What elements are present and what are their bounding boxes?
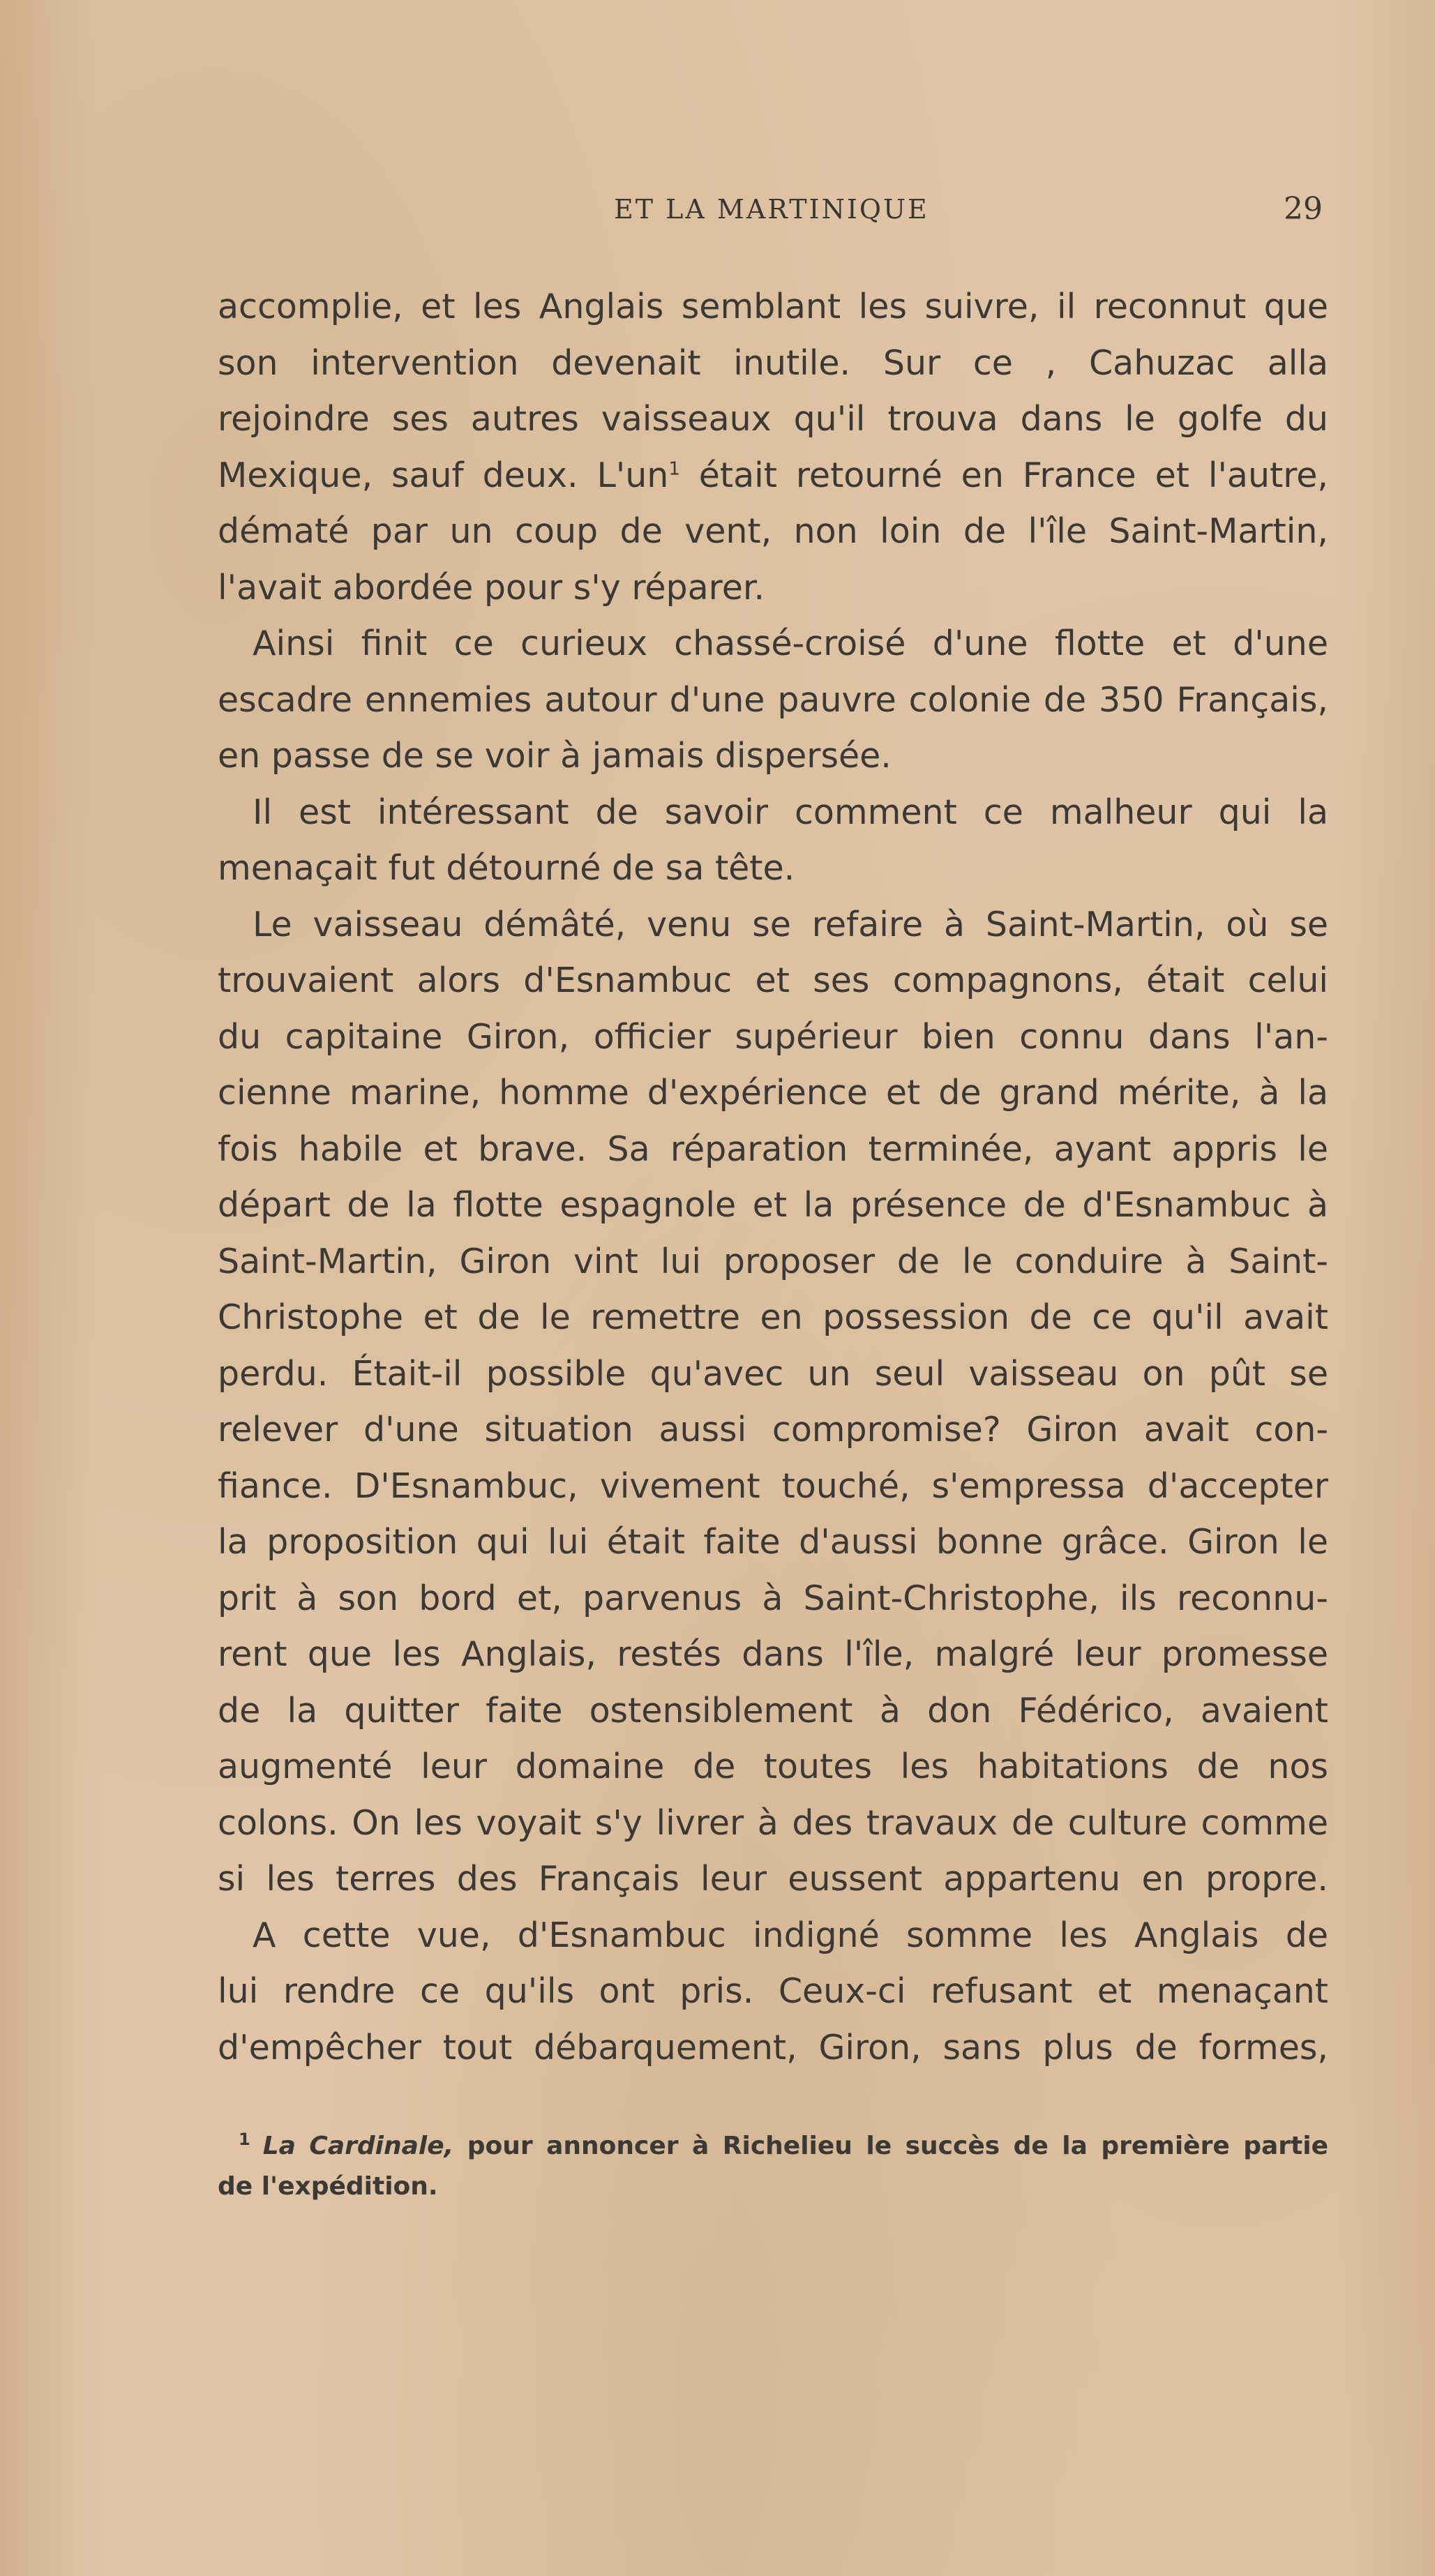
text-line: rent que les Anglais, restés dans l'île, malgré leur promesse [218, 1634, 1328, 1674]
text-line: Le vaisseau démâté, venu se refaire à Saint-Martin, où se [253, 904, 1328, 944]
text-line: fiance. D'Esnambuc, vivement touché, s'empressa d'accepter [218, 1466, 1328, 1506]
text-line: cienne marine, homme d'expérience et de grand mérite, à la [218, 1073, 1328, 1113]
text-line: Il est intéressant de savoir comment ce malheur qui la [253, 792, 1328, 832]
text-line: prit à son bord et, parvenus à Saint-Christophe, ils reconnu- [218, 1578, 1328, 1618]
footnote [218, 2119, 1328, 2207]
footnote-line: de l'expédition. [218, 2172, 438, 2201]
text-line: si les terres des Français leur eussent appartenu en propre. [218, 1859, 1328, 1899]
text-line: dématé par un coup de vent, non loin de l'île Saint-Martin, [218, 511, 1328, 551]
text-line: escadre ennemies autour d'une pauvre colonie de 350 Français, [218, 679, 1328, 720]
running-title: ET LA MARTINIQUE [614, 194, 929, 225]
text-line: départ de la flotte espagnole et la présence de d'Esnambuc à [218, 1185, 1328, 1225]
text-line: rejoindre ses autres vaisseaux qu'il trouva dans le golfe du [218, 399, 1328, 439]
text-segment: Mexique, sauf deux. L'un [218, 455, 669, 495]
text-line: fois habile et brave. Sa réparation terminée, ayant appris le [218, 1129, 1328, 1169]
footnote-line [218, 2119, 1328, 2167]
text-line: accomplie, et les Anglais semblant les suivre, il reconnut que [218, 287, 1328, 326]
text-line: de la quitter faite ostensiblement à don Fédérico, avaient [218, 1690, 1328, 1731]
text-line: Christophe et de le remettre en possession de ce qu'il avait [218, 1297, 1328, 1337]
text-line: perdu. Était-il possible qu'avec un seul vaisseau on pût se [218, 1353, 1328, 1394]
text-line: son intervention devenait inutile. Sur ce , Cahuzac alla [218, 342, 1328, 383]
text-line: l'avait abordée pour s'y réparer. [218, 567, 765, 608]
text-segment: était retourné en France et l'autre, [679, 455, 1328, 495]
text-line: A cette vue, d'Esnambuc indigné somme les Anglais de [253, 1915, 1328, 1955]
footnote-ship-name: La Cardinale, [262, 2132, 454, 2160]
text-line: colons. On les voyait s'y livrer à des travaux de culture comme [218, 1802, 1328, 1843]
text-line-with-note [218, 448, 1328, 504]
footnote-marker: 1 [239, 2130, 250, 2149]
main-text [218, 279, 1328, 2076]
footnote-reference: 1 [668, 458, 680, 480]
page-header [0, 191, 1435, 236]
text-line: Ainsi finit ce curieux chassé-croisé d'une flotte et d'une [253, 624, 1328, 663]
page-number: 29 [1284, 191, 1323, 227]
text-line: Saint-Martin, Giron vint lui proposer de le conduire à Saint- [218, 1241, 1328, 1281]
text-line: d'empêcher tout débarquement, Giron, sans plus de formes, [218, 2027, 1328, 2067]
text-line: relever d'une situation aussi compromise? Giron avait con- [218, 1410, 1328, 1449]
text-line: en passe de se voir à jamais dispersée. [218, 736, 892, 776]
text-line: trouvaient alors d'Esnambuc et ses compagnons, était celui [218, 961, 1328, 1000]
text-line: augmenté leur domaine de toutes les habitations de nos [218, 1747, 1328, 1786]
text-line: la proposition qui lui était faite d'aussi bonne grâce. Giron le [218, 1522, 1328, 1562]
text-line: du capitaine Giron, officier supérieur bien connu dans l'an- [218, 1016, 1328, 1057]
text-line: lui rendre ce qu'ils ont pris. Ceux-ci refusant et menaçant [218, 1971, 1328, 2011]
footnote-text: pour annoncer à Richelieu le succès de la première partie [453, 2132, 1328, 2160]
text-line: menaçait fut détourné de sa tête. [218, 848, 795, 888]
